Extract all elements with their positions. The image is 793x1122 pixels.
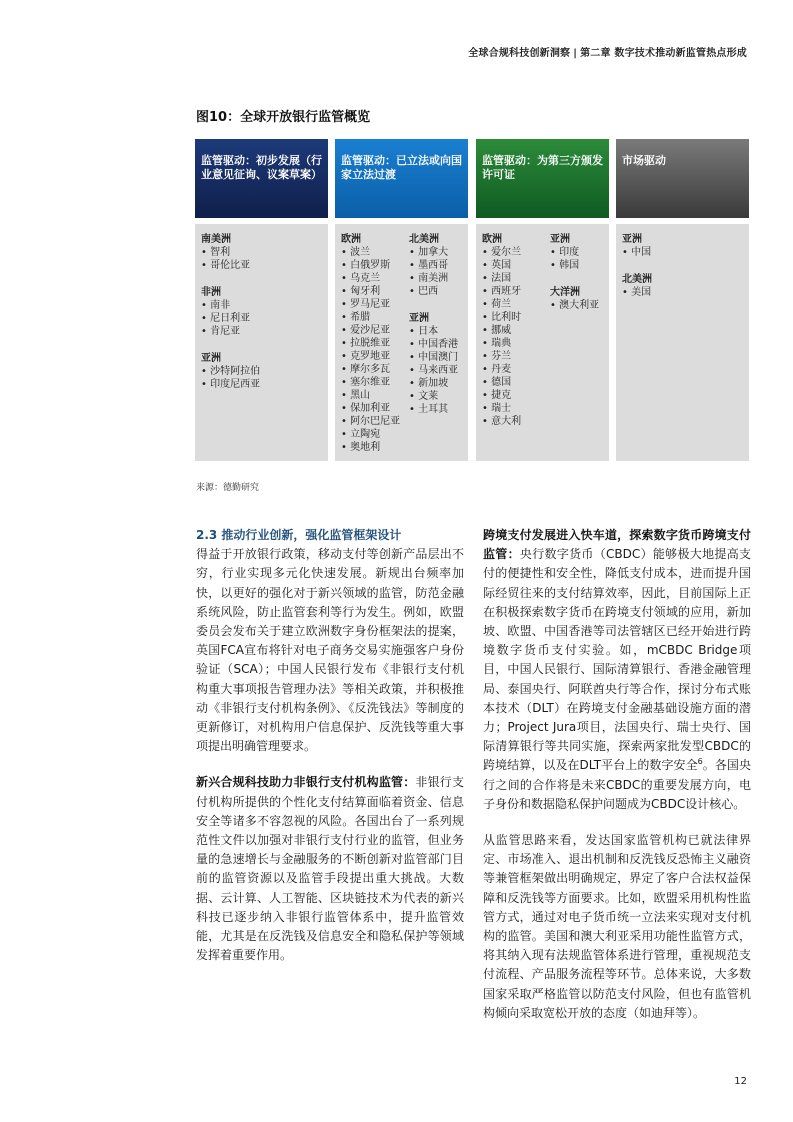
bullet-icon: •: [550, 247, 560, 258]
country-name: 塞尔维亚: [350, 377, 391, 388]
country-item: [482, 363, 550, 376]
figure-column-body: [616, 224, 749, 461]
country-name: 新加坡: [418, 378, 449, 389]
country-name: 尼日利亚: [210, 313, 251, 324]
country-item: [341, 389, 409, 402]
country-name: 比利时: [491, 312, 522, 323]
country-name: 意大利: [491, 416, 522, 427]
bullet-icon: •: [482, 351, 492, 362]
paragraph-intro: 得益于开放银行政策，移动支付等创新产品层出不穷，行业实现多元化快速发展。新规出台频率加快，以更好的强化对于新兴领域的监管，防范金融系统风险，防止监管套利等行为发生。例如，欧盟委员会发布关于建立欧洲数字身份框架法的提案，英国FCA宣布将针对电子商务交易实施强客户身份验证（SCA）；中国人民银行发布《非银行支付机构重大事项报告管理办法》等相关政策，并积极推动《非银行支付机构条例》、《反洗钱法》等制度的更新修订，对机构用户信息保护、反洗钱等重大事项提出明确管理要求。: [196, 547, 464, 754]
country-item: [409, 390, 477, 403]
paragraph-lead: 新兴合规科技助力非银行支付机构监管：: [196, 775, 416, 790]
country-name: 中国: [631, 247, 652, 258]
bullet-icon: •: [341, 286, 351, 297]
country-name: 中国香港: [418, 339, 459, 350]
country-name: 立陶宛: [350, 429, 381, 440]
country-item: [341, 311, 409, 324]
paragraph-lead: 跨境支付发展进入快车道，探索数字货币跨境支付监管：: [483, 528, 751, 562]
country-name: 瑞士: [491, 403, 512, 414]
country-item: [409, 403, 477, 416]
country-name: 黑山: [350, 390, 371, 401]
bullet-icon: •: [201, 326, 211, 337]
bullet-icon: •: [409, 339, 419, 350]
country-item: [341, 246, 409, 259]
country-name: 德国: [491, 377, 512, 388]
country-item: [341, 324, 409, 337]
country-name: 法国: [491, 273, 512, 284]
bullet-icon: •: [482, 286, 492, 297]
bullet-icon: •: [409, 365, 419, 376]
bullet-icon: •: [409, 286, 419, 297]
country-item: [482, 389, 550, 402]
regulation-overview-figure: [195, 139, 748, 461]
region-list: [409, 233, 477, 416]
paragraph-nonbank: [196, 773, 464, 965]
bullet-icon: •: [409, 260, 419, 271]
bullet-icon: •: [341, 377, 351, 388]
region-list: [622, 233, 690, 299]
country-item: [201, 299, 269, 312]
country-item: [482, 311, 550, 324]
bullet-icon: •: [201, 247, 211, 258]
country-name: 印度: [559, 247, 580, 258]
bullet-icon: •: [622, 287, 632, 298]
bullet-icon: •: [341, 364, 351, 375]
bullet-icon: •: [550, 260, 560, 271]
country-name: 丹麦: [491, 364, 512, 375]
bullet-icon: •: [201, 260, 211, 271]
country-name: 韩国: [559, 260, 580, 271]
bullet-icon: •: [550, 300, 560, 311]
country-item: [482, 415, 550, 428]
country-item: [550, 246, 618, 259]
running-header: [468, 44, 747, 59]
country-item: [409, 338, 477, 351]
region-label: 非洲: [201, 287, 221, 298]
country-name: 挪威: [491, 325, 512, 336]
bullet-icon: •: [482, 338, 492, 349]
country-item: [409, 259, 477, 272]
country-name: 中国澳门: [418, 352, 459, 363]
country-item: [482, 285, 550, 298]
country-item: [482, 324, 550, 337]
country-name: 希腊: [350, 312, 371, 323]
paragraph-body-end: 。各国央行之间的合作将是未来CBDC的重要发展方向，电子身份和数据隐私保护问题成为CBDC设计核心。: [483, 758, 751, 811]
country-name: 阿尔巴尼亚: [350, 416, 401, 427]
figure-column-body: [195, 224, 328, 461]
region-label: 亚洲: [550, 234, 570, 245]
bullet-icon: •: [482, 312, 492, 323]
bullet-icon: •: [341, 325, 351, 336]
country-item: [341, 337, 409, 350]
country-item: [201, 378, 269, 391]
country-name: 哥伦比亚: [210, 260, 251, 271]
country-name: 芬兰: [491, 351, 512, 362]
bullet-icon: •: [201, 300, 211, 311]
country-item: [622, 246, 690, 259]
country-item: [341, 441, 409, 454]
country-item: [482, 402, 550, 415]
region-list: [550, 233, 618, 312]
bullet-icon: •: [482, 377, 492, 388]
chapter-title: 第二章 数字技术推动新监管热点形成: [580, 48, 747, 59]
bullet-icon: •: [482, 260, 492, 271]
bullet-icon: •: [482, 364, 492, 375]
country-name: 罗马尼亚: [350, 299, 391, 310]
country-name: 土耳其: [418, 404, 449, 415]
country-name: 巴西: [418, 286, 439, 297]
country-item: [341, 259, 409, 272]
country-item: [341, 363, 409, 376]
bullet-icon: •: [482, 390, 492, 401]
country-name: 爱尔兰: [491, 247, 522, 258]
figure-column: [195, 139, 328, 461]
country-name: 瑞典: [491, 338, 512, 349]
section-heading: 2.3 推动行业创新，强化监管框架设计: [196, 528, 402, 542]
country-name: 日本: [418, 326, 439, 337]
paragraph-approach: 从监管思路来看，发达国家监管机构已就法律界定、市场准入、退出机制和反洗钱反恐怖主义融资等兼管框架做出明确规定，界定了客户合法权益保障和反洗钱等方面要求。比如，欧盟采用机构性监管方式，通过对电子货币统一立法来实现对支付机构的监管。美国和澳大利亚采用功能性监管方式，将其纳入现有法规监管体系进行管理，重视规范支付流程、产品服务流程等环节。总体来说，大多数国家采取严格监管以防范支付风险，但也有监管机构倾向采取宽松开放的态度（如迪拜等）。: [483, 833, 751, 1020]
figure-column-heading: 市场驱动: [616, 139, 749, 218]
figure-column-heading: 监管驱动：为第三方颁发许可证: [476, 139, 609, 218]
bullet-icon: •: [622, 247, 632, 258]
country-item: [550, 299, 618, 312]
region-label: 亚洲: [201, 353, 221, 364]
country-item: [201, 312, 269, 325]
bullet-icon: •: [341, 247, 351, 258]
region-label: 南美洲: [201, 234, 231, 245]
region-label: 欧洲: [482, 234, 502, 245]
country-name: 马来西亚: [418, 365, 459, 376]
country-item: [482, 376, 550, 389]
country-item: [341, 428, 409, 441]
region-list: [201, 233, 269, 391]
country-name: 爱沙尼亚: [350, 325, 391, 336]
country-name: 白俄罗斯: [350, 260, 391, 271]
country-name: 保加利亚: [350, 403, 391, 414]
country-name: 西班牙: [491, 286, 522, 297]
bullet-icon: •: [341, 390, 351, 401]
region-label: 亚洲: [409, 313, 429, 324]
right-column: [483, 526, 751, 1040]
country-name: 墨西哥: [418, 260, 449, 271]
header-separator: |: [573, 48, 578, 59]
bullet-icon: •: [409, 391, 419, 402]
bullet-icon: •: [341, 273, 351, 284]
paragraph-body: 非银行支付机构所提供的个性化支付结算面临着资金、信息安全等诸多不容忽视的风险。各国出台了一系列规范性文件以加强对非银行支付行业的监管，但业务量的急速增长与金融服务的不断创新对监管部门目前的监管资源以及监管手段提出重大挑战。大数据、云计算、人工智能、区块链技术为代表的新兴科技已逐步纳入非银行监管体系中，提升监管效能，尤其是在反洗钱及信息安全和隐私保护等领域发挥着重要作用。: [196, 775, 464, 963]
country-name: 肯尼亚: [210, 326, 241, 337]
country-name: 荷兰: [491, 299, 512, 310]
bullet-icon: •: [409, 247, 419, 258]
bullet-icon: •: [341, 260, 351, 271]
country-name: 南美洲: [418, 273, 449, 284]
country-item: [341, 272, 409, 285]
country-item: [482, 350, 550, 363]
region-label: 亚洲: [622, 234, 642, 245]
country-name: 乌克兰: [350, 273, 381, 284]
bullet-icon: •: [409, 378, 419, 389]
country-name: 加拿大: [418, 247, 449, 258]
country-item: [482, 272, 550, 285]
country-name: 沙特阿拉伯: [210, 366, 261, 377]
bullet-icon: •: [482, 403, 492, 414]
country-item: [341, 376, 409, 389]
bullet-icon: •: [341, 299, 351, 310]
country-item: [482, 246, 550, 259]
country-item: [409, 377, 477, 390]
country-name: 智利: [210, 247, 231, 258]
region-list: [482, 233, 550, 428]
bullet-icon: •: [341, 403, 351, 414]
paragraph-body: 央行数字货币（CBDC）能够极大地提高支付的便捷性和安全性，降低支付成本，进而提升国际经贸往来的支付结算效率，因此，目前国际上正在积极探索数字货币在跨境支付领域的应用，新加坡、欧盟、中国香港等司法管辖区已经开始进行跨境数字货币支付实验。如，mCBDC Bridge项目，中国人民银行、国际清算银行、香港金融管理局、泰国央行、阿联酋央行等合作，探讨分布式账本技术（DLT）在跨境支付金融基础设施方面的潜力；Project Jura项目，法国央行、瑞士央行、国际清算银行等共同实施，探索两家批发型CBDC的跨境结算，以及在DLT平台上的数字安全: [483, 547, 751, 773]
region-label: 北美洲: [409, 234, 439, 245]
country-name: 捷克: [491, 390, 512, 401]
country-name: 英国: [491, 260, 512, 271]
country-name: 克罗地亚: [350, 351, 391, 362]
figure-source: 来源：德勤研究: [196, 483, 260, 493]
bullet-icon: •: [201, 313, 211, 324]
figure-column-heading: 监管驱动：已立法或向国家立法过渡: [335, 139, 468, 218]
bullet-icon: •: [482, 247, 492, 258]
figure-column-body: [476, 224, 609, 461]
country-item: [482, 337, 550, 350]
country-item: [201, 365, 269, 378]
country-name: 印度尼西亚: [210, 379, 261, 390]
bullet-icon: •: [409, 404, 419, 415]
country-item: [201, 325, 269, 338]
bullet-icon: •: [341, 312, 351, 323]
country-name: 拉脱维亚: [350, 338, 391, 349]
country-item: [409, 351, 477, 364]
country-name: 美国: [631, 287, 652, 298]
country-name: 匈牙利: [350, 286, 381, 297]
bullet-icon: •: [341, 442, 351, 453]
bullet-icon: •: [341, 429, 351, 440]
country-item: [482, 298, 550, 311]
page-number: 12: [734, 1076, 747, 1087]
report-title: 全球合规科技创新洞察: [468, 48, 571, 59]
country-item: [622, 286, 690, 299]
bullet-icon: •: [201, 379, 211, 390]
region-list: [341, 233, 409, 454]
country-item: [409, 325, 477, 338]
figure-column-heading: 监管驱动：初步发展（行业意见征询、议案草案）: [195, 139, 328, 218]
country-item: [201, 259, 269, 272]
country-item: [409, 272, 477, 285]
country-name: 南非: [210, 300, 231, 311]
country-item: [341, 415, 409, 428]
bullet-icon: •: [341, 351, 351, 362]
country-item: [341, 298, 409, 311]
country-item: [550, 259, 618, 272]
country-item: [409, 246, 477, 259]
bullet-icon: •: [341, 416, 351, 427]
country-item: [341, 350, 409, 363]
country-name: 波兰: [350, 247, 371, 258]
region-label: 大洋洲: [550, 287, 580, 298]
bullet-icon: •: [482, 299, 492, 310]
country-item: [341, 402, 409, 415]
paragraph-crossborder: [483, 526, 751, 814]
figure-column: [335, 139, 468, 461]
bullet-icon: •: [341, 338, 351, 349]
country-item: [409, 364, 477, 377]
bullet-icon: •: [482, 325, 492, 336]
bullet-icon: •: [409, 273, 419, 284]
region-label: 欧洲: [341, 234, 361, 245]
bullet-icon: •: [409, 352, 419, 363]
country-item: [482, 259, 550, 272]
country-item: [341, 285, 409, 298]
figure-title: 图10：全球开放银行监管概览: [196, 110, 371, 125]
country-item: [201, 246, 269, 259]
bullet-icon: •: [482, 273, 492, 284]
country-name: 奥地利: [350, 442, 381, 453]
bullet-icon: •: [482, 416, 492, 427]
country-name: 摩尔多瓦: [350, 364, 391, 375]
country-name: 文莱: [418, 391, 439, 402]
footnote-ref: 6: [697, 757, 703, 767]
figure-column: [616, 139, 749, 461]
bullet-icon: •: [201, 366, 211, 377]
region-label: 北美洲: [622, 274, 652, 285]
figure-column-body: [335, 224, 468, 461]
country-item: [409, 285, 477, 298]
left-column: [196, 526, 464, 982]
bullet-icon: •: [409, 326, 419, 337]
country-name: 澳大利亚: [559, 300, 600, 311]
figure-column: [476, 139, 609, 461]
